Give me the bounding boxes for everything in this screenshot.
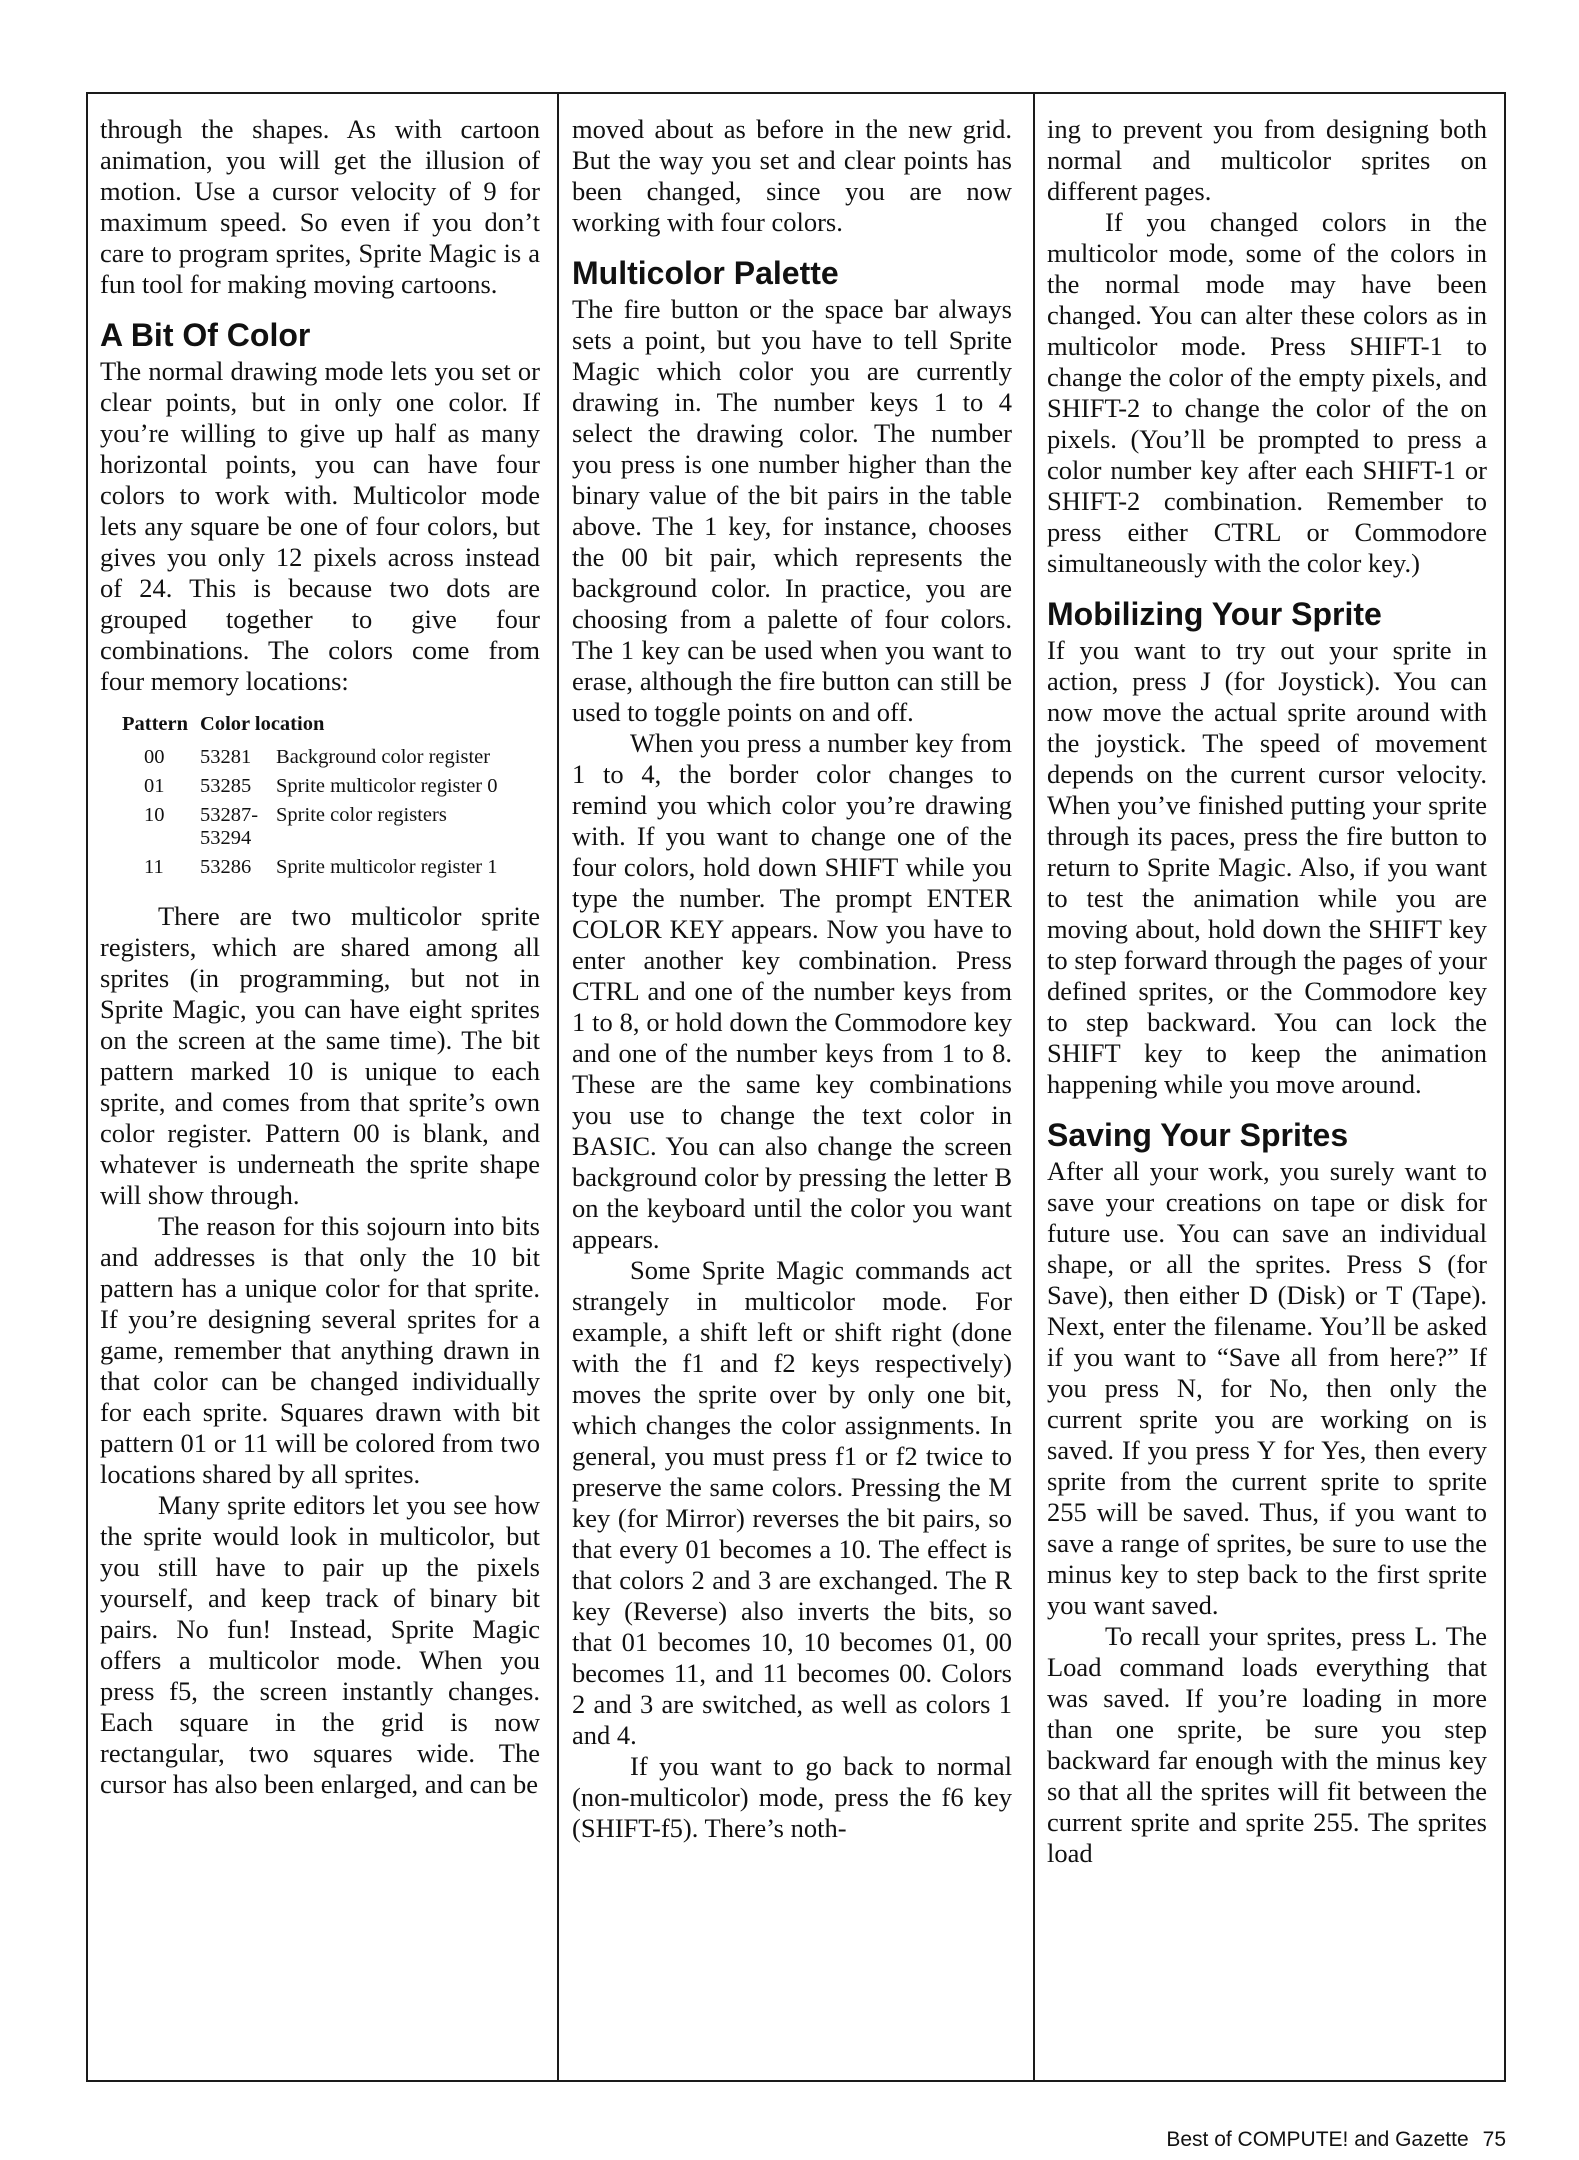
column-1 <box>100 114 540 2074</box>
paragraph: If you want to try out your sprite in action, press J (for Joystick). You can now move the actual sprite around with the joystick. The speed of movement depends on the current cursor velocity. When you’ve finished putting your sprite through its paces, press the fire button to return to Sprite Magic. Also, if you want to test the animation while you are moving about, hold down the SHIFT key to step forward through the pages of your defined sprites, or the Commodore key to step backward. You can lock the SHIFT key to keep the animation happening while you move around. <box>1047 635 1487 1099</box>
description-cell: Sprite multicolor register 1 <box>276 856 498 878</box>
paragraph: There are two multicolor sprite registers, which are shared among all sprites (in programming, but not in Sprite Magic, you can have eight sprites on the screen at the same time). The bit pattern marked 10 is unique to each sprite, and comes from that sprite’s own color register. Pattern 00 is blank, and whatever is underneath the sprite shape will show through. <box>100 901 540 1210</box>
paragraph: To recall your sprites, press L. The Load command loads everything that was saved. If you’re loading in more than one sprite, be sure you step backward far enough with the minus key so that all the sprites will fit between the current sprite and sprite 255. The sprites load <box>1047 1621 1487 1868</box>
table-row <box>122 746 512 775</box>
section-heading: Mobilizing Your Sprite <box>1047 596 1382 632</box>
table-header: Pattern <box>122 713 189 735</box>
paragraph: Some Sprite Magic commands act strangely in multicolor mode. For example, a shift left or shift right (done with the f1 and f2 keys respectively) moves the sprite over by only one bit, which changes the color assignments. In general, you must press f1 or f2 twice to preserve the same colors. Pressing the M key (for Mirror) reverses the bit pairs, so that every 01 becomes a 10. The effect is that colors 2 and 3 are exchanged. The R key (Reverse) also inverts the bits, so that 01 becomes 10, 10 becomes 01, 00 becomes 11, and 11 becomes 00. Colors 2 and 3 are switched, as well as colors 1 and 4. <box>572 1255 1012 1750</box>
location-cell: 53286 <box>200 856 252 878</box>
location-cell: 53287-53294 <box>200 804 259 849</box>
pattern-cell: 10 <box>144 804 165 826</box>
column-divider <box>1033 94 1035 2080</box>
page-number: 75 <box>1482 2128 1506 2151</box>
paragraph: The reason for this sojourn into bits and addresses is that only the 10 bit pattern has a unique color for that sprite. If you’re designing several sprites for a game, remember that anything drawn in that color can be changed individually for each sprite. Squares drawn with bit pattern 01 or 11 will be colored from two locations shared by all sprites. <box>100 1211 540 1489</box>
section-heading: Saving Your Sprites <box>1047 1117 1349 1153</box>
column-3 <box>1047 114 1487 2074</box>
column-2 <box>572 114 1012 2074</box>
description-cell: Sprite color registers <box>276 804 447 826</box>
location-cell: 53281 <box>200 746 252 768</box>
table-row <box>122 804 512 856</box>
color-location-table <box>122 713 512 885</box>
description-cell: Sprite multicolor register 0 <box>276 775 498 797</box>
paragraph: After all your work, you surely want to save your creations on tape or disk for future use. You can save an individual shape, or all the sprites. Press S (for Save), then either D (Disk) or T (Tape). Next, enter the filename. You’ll be asked if you want to “Save all from here?” If you press N, for No, then only the current sprite you are working on is saved. If you press Y for Yes, then every sprite from the current sprite to sprite 255 will be saved. Thus, if you want to save a range of sprites, be sure to use the minus key to step back to the first sprite you want saved. <box>1047 1156 1487 1620</box>
pattern-cell: 00 <box>144 746 165 768</box>
publication-title: Best of COMPUTE! and Gazette <box>1166 2128 1469 2151</box>
paragraph: ing to prevent you from designing both normal and multicolor sprites on different pages. <box>1047 114 1487 206</box>
paragraph: moved about as before in the new grid. But the way you set and clear points has been changed, since you are now working with four colors. <box>572 114 1012 237</box>
description-cell: Background color register <box>276 746 491 768</box>
paragraph: The fire button or the space bar always sets a point, but you have to tell Sprite Magic which color you are currently drawing in. The number keys 1 to 4 select the drawing color. The number you press is one number higher than the binary value of the bit pairs in the table above. The 1 key, for instance, chooses the 00 bit pair, which represents the background color. In practice, you are choosing from a palette of four colors. The 1 key can be used when you want to erase, although the fire button can still be used to toggle points on and off. <box>572 294 1012 727</box>
pattern-cell: 11 <box>144 856 164 878</box>
paragraph: The normal drawing mode lets you set or clear points, but in only one color. If you’re willing to give up half as many horizontal points, you can have four colors to work with. Multicolor mode lets any square be one of four colors, but gives you only 12 pixels across instead of 24. This is because two dots are grouped together to give four combinations. The colors come from four memory locations: <box>100 356 540 696</box>
location-cell: 53285 <box>200 775 252 797</box>
section-heading: A Bit Of Color <box>100 317 311 353</box>
pattern-cell: 01 <box>144 775 165 797</box>
table-row <box>122 775 512 804</box>
table-header: Color location <box>200 713 325 735</box>
paragraph: If you want to go back to normal (non-multicolor) mode, press the f6 key (SHIFT-f5). There’s noth- <box>572 1751 1012 1843</box>
column-divider <box>557 94 559 2080</box>
paragraph: When you press a number key from 1 to 4, the border color changes to remind you which color you’re drawing with. If you want to change one of the four colors, hold down SHIFT while you type the number. The prompt ENTER COLOR KEY appears. Now you have to enter another key combination. Press CTRL and one of the number keys from 1 to 8, or hold down the Commodore key and one of the number keys from 1 to 8. These are the same key combinations you use to change the text color in BASIC. You can also change the screen background color by pressing the letter B on the keyboard until the color you want appears. <box>572 728 1012 1254</box>
paragraph: Many sprite editors let you see how the sprite would look in multicolor, but you still have to pair up the pixels yourself, and keep track of binary bit pairs. No fun! Instead, Sprite Magic offers a multicolor mode. When you press f5, the screen instantly changes. Each square in the grid is now rectangular, two squares wide. The cursor has also been enlarged, and can be <box>100 1490 540 1799</box>
paragraph: If you changed colors in the multicolor mode, some of the colors in the normal mode may have been changed. You can alter these colors as in multicolor mode. Press SHIFT-1 to change the color of the empty pixels, and SHIFT-2 to change the color of the on pixels. (You’ll be prompted to press a color number key after each SHIFT-1 or SHIFT-2 combination. Remember to press either CTRL or Commodore simultaneously with the color key.) <box>1047 207 1487 578</box>
page-footer <box>1000 2128 1506 2152</box>
paragraph: through the shapes. As with cartoon animation, you will get the illusion of motion. Use a cursor velocity of 9 for maximum speed. So even if you don’t care to program sprites, Sprite Magic is a fun tool for making moving cartoons. <box>100 114 540 299</box>
section-heading: Multicolor Palette <box>572 255 839 291</box>
table-row <box>122 856 512 885</box>
